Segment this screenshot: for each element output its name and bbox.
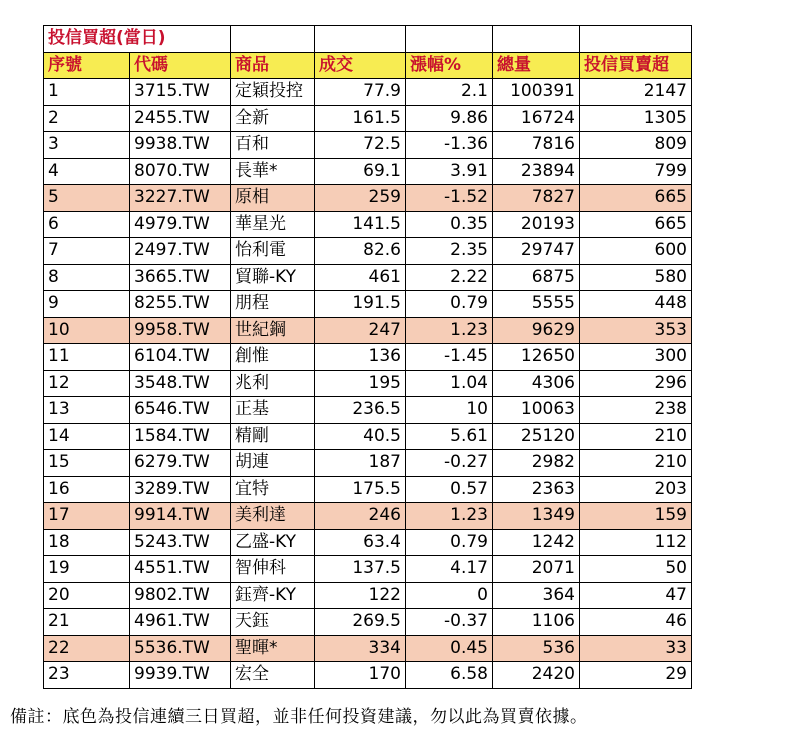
cell-net: 159 — [580, 503, 692, 530]
cell-price: 269.5 — [315, 609, 406, 636]
cell-code: 3665.TW — [130, 264, 231, 291]
cell-price: 170 — [315, 662, 406, 689]
table-row — [44, 476, 692, 503]
cell-name: 宏全 — [231, 662, 315, 689]
cell-no: 13 — [44, 397, 130, 424]
cell-change: -1.52 — [406, 185, 493, 212]
cell-volume: 5555 — [493, 291, 580, 318]
table-row — [44, 609, 692, 636]
cell-no: 16 — [44, 476, 130, 503]
cell-code: 3227.TW — [130, 185, 231, 212]
cell-no: 19 — [44, 556, 130, 583]
table-row — [44, 317, 692, 344]
cell-price: 259 — [315, 185, 406, 212]
cell-net: 29 — [580, 662, 692, 689]
header-row — [44, 52, 692, 79]
cell-change: 6.58 — [406, 662, 493, 689]
cell-name: 怡利電 — [231, 238, 315, 265]
cell-volume: 7816 — [493, 132, 580, 159]
cell-price: 161.5 — [315, 105, 406, 132]
cell-volume: 4306 — [493, 370, 580, 397]
cell-name: 宜特 — [231, 476, 315, 503]
table-row — [44, 450, 692, 477]
cell-change: 9.86 — [406, 105, 493, 132]
cell-name: 精剛 — [231, 423, 315, 450]
cell-code: 4551.TW — [130, 556, 231, 583]
cell-no: 4 — [44, 158, 130, 185]
empty-cell — [231, 26, 315, 53]
cell-no: 15 — [44, 450, 130, 477]
cell-price: 137.5 — [315, 556, 406, 583]
cell-price: 40.5 — [315, 423, 406, 450]
cell-net: 799 — [580, 158, 692, 185]
cell-change: 0.57 — [406, 476, 493, 503]
cell-net: 600 — [580, 238, 692, 265]
cell-change: -0.27 — [406, 450, 493, 477]
cell-price: 136 — [315, 344, 406, 371]
cell-volume: 2420 — [493, 662, 580, 689]
cell-name: 原相 — [231, 185, 315, 212]
cell-name: 美利達 — [231, 503, 315, 530]
cell-net: 353 — [580, 317, 692, 344]
table-caption: 投信買超(當日) — [44, 26, 231, 53]
cell-name: 天鈺 — [231, 609, 315, 636]
cell-code: 5536.TW — [130, 635, 231, 662]
cell-net: 203 — [580, 476, 692, 503]
cell-name: 兆利 — [231, 370, 315, 397]
header-net: 投信買賣超 — [580, 52, 692, 79]
cell-name: 乙盛-KY — [231, 529, 315, 556]
cell-no: 20 — [44, 582, 130, 609]
cell-no: 21 — [44, 609, 130, 636]
empty-cell — [315, 26, 406, 53]
cell-volume: 536 — [493, 635, 580, 662]
header-volume: 總量 — [493, 52, 580, 79]
cell-no: 23 — [44, 662, 130, 689]
cell-no: 2 — [44, 105, 130, 132]
cell-code: 6546.TW — [130, 397, 231, 424]
cell-code: 3715.TW — [130, 79, 231, 106]
cell-net: 809 — [580, 132, 692, 159]
cell-volume: 25120 — [493, 423, 580, 450]
table-row — [44, 344, 692, 371]
cell-price: 77.9 — [315, 79, 406, 106]
cell-volume: 29747 — [493, 238, 580, 265]
cell-no: 9 — [44, 291, 130, 318]
cell-code: 9802.TW — [130, 582, 231, 609]
table-row — [44, 185, 692, 212]
cell-name: 正基 — [231, 397, 315, 424]
cell-name: 創惟 — [231, 344, 315, 371]
cell-no: 11 — [44, 344, 130, 371]
header-change: 漲幅% — [406, 52, 493, 79]
table-row — [44, 423, 692, 450]
cell-change: 2.35 — [406, 238, 493, 265]
cell-code: 2455.TW — [130, 105, 231, 132]
empty-cell — [580, 26, 692, 53]
cell-volume: 9629 — [493, 317, 580, 344]
cell-volume: 10063 — [493, 397, 580, 424]
cell-name: 鈺齊-KY — [231, 582, 315, 609]
table-row — [44, 582, 692, 609]
table-row — [44, 105, 692, 132]
table-body — [44, 26, 692, 689]
table-row — [44, 635, 692, 662]
cell-code: 3289.TW — [130, 476, 231, 503]
cell-net: 50 — [580, 556, 692, 583]
cell-no: 8 — [44, 264, 130, 291]
cell-code: 4961.TW — [130, 609, 231, 636]
table-row — [44, 397, 692, 424]
cell-price: 69.1 — [315, 158, 406, 185]
caption-row — [44, 26, 692, 53]
cell-code: 3548.TW — [130, 370, 231, 397]
cell-no: 12 — [44, 370, 130, 397]
cell-net: 47 — [580, 582, 692, 609]
cell-no: 6 — [44, 211, 130, 238]
empty-cell — [406, 26, 493, 53]
header-code: 代碼 — [130, 52, 231, 79]
cell-change: 1.23 — [406, 503, 493, 530]
cell-name: 華星光 — [231, 211, 315, 238]
cell-net: 210 — [580, 423, 692, 450]
cell-volume: 12650 — [493, 344, 580, 371]
cell-name: 世紀鋼 — [231, 317, 315, 344]
cell-change: 1.04 — [406, 370, 493, 397]
table-row — [44, 503, 692, 530]
cell-price: 122 — [315, 582, 406, 609]
cell-volume: 20193 — [493, 211, 580, 238]
cell-no: 18 — [44, 529, 130, 556]
cell-code: 8255.TW — [130, 291, 231, 318]
table-row — [44, 662, 692, 689]
cell-price: 72.5 — [315, 132, 406, 159]
cell-no: 17 — [44, 503, 130, 530]
cell-code: 9914.TW — [130, 503, 231, 530]
table-row — [44, 79, 692, 106]
cell-change: 2.1 — [406, 79, 493, 106]
cell-change: 10 — [406, 397, 493, 424]
cell-code: 4979.TW — [130, 211, 231, 238]
cell-change: -1.45 — [406, 344, 493, 371]
cell-code: 9958.TW — [130, 317, 231, 344]
cell-net: 300 — [580, 344, 692, 371]
table-row — [44, 556, 692, 583]
cell-change: 3.91 — [406, 158, 493, 185]
cell-code: 8070.TW — [130, 158, 231, 185]
header-name: 商品 — [231, 52, 315, 79]
cell-code: 2497.TW — [130, 238, 231, 265]
cell-no: 10 — [44, 317, 130, 344]
cell-name: 聖暉* — [231, 635, 315, 662]
cell-price: 63.4 — [315, 529, 406, 556]
cell-code: 9938.TW — [130, 132, 231, 159]
cell-no: 3 — [44, 132, 130, 159]
cell-name: 定穎投控 — [231, 79, 315, 106]
cell-price: 247 — [315, 317, 406, 344]
table-row — [44, 238, 692, 265]
cell-name: 朋程 — [231, 291, 315, 318]
cell-code: 6104.TW — [130, 344, 231, 371]
cell-net: 296 — [580, 370, 692, 397]
cell-name: 全新 — [231, 105, 315, 132]
cell-change: 0 — [406, 582, 493, 609]
table-row — [44, 529, 692, 556]
cell-no: 22 — [44, 635, 130, 662]
table-row — [44, 158, 692, 185]
cell-name: 貿聯-KY — [231, 264, 315, 291]
table-row — [44, 211, 692, 238]
cell-net: 2147 — [580, 79, 692, 106]
cell-change: 2.22 — [406, 264, 493, 291]
cell-name: 胡連 — [231, 450, 315, 477]
cell-net: 448 — [580, 291, 692, 318]
header-no: 序號 — [44, 52, 130, 79]
cell-net: 46 — [580, 609, 692, 636]
cell-volume: 7827 — [493, 185, 580, 212]
cell-net: 665 — [580, 211, 692, 238]
cell-net: 112 — [580, 529, 692, 556]
cell-volume: 1242 — [493, 529, 580, 556]
cell-no: 14 — [44, 423, 130, 450]
cell-net: 210 — [580, 450, 692, 477]
cell-change: 1.23 — [406, 317, 493, 344]
institutional-buy-table — [43, 25, 692, 689]
cell-change: 4.17 — [406, 556, 493, 583]
table-row — [44, 370, 692, 397]
cell-change: 0.79 — [406, 291, 493, 318]
cell-volume: 2363 — [493, 476, 580, 503]
table-row — [44, 291, 692, 318]
cell-price: 195 — [315, 370, 406, 397]
cell-change: 0.79 — [406, 529, 493, 556]
cell-net: 1305 — [580, 105, 692, 132]
cell-price: 187 — [315, 450, 406, 477]
cell-code: 1584.TW — [130, 423, 231, 450]
cell-price: 236.5 — [315, 397, 406, 424]
cell-price: 175.5 — [315, 476, 406, 503]
cell-change: 5.61 — [406, 423, 493, 450]
cell-change: 0.35 — [406, 211, 493, 238]
cell-code: 6279.TW — [130, 450, 231, 477]
cell-price: 82.6 — [315, 238, 406, 265]
cell-price: 191.5 — [315, 291, 406, 318]
cell-code: 9939.TW — [130, 662, 231, 689]
cell-volume: 364 — [493, 582, 580, 609]
cell-no: 5 — [44, 185, 130, 212]
cell-volume: 1349 — [493, 503, 580, 530]
cell-price: 334 — [315, 635, 406, 662]
cell-volume: 16724 — [493, 105, 580, 132]
cell-name: 百和 — [231, 132, 315, 159]
cell-net: 238 — [580, 397, 692, 424]
cell-price: 246 — [315, 503, 406, 530]
cell-net: 33 — [580, 635, 692, 662]
cell-change: -0.37 — [406, 609, 493, 636]
cell-volume: 2071 — [493, 556, 580, 583]
cell-name: 長華* — [231, 158, 315, 185]
cell-name: 智伸科 — [231, 556, 315, 583]
cell-net: 665 — [580, 185, 692, 212]
cell-volume: 23894 — [493, 158, 580, 185]
cell-volume: 6875 — [493, 264, 580, 291]
cell-no: 1 — [44, 79, 130, 106]
cell-price: 141.5 — [315, 211, 406, 238]
header-price: 成交 — [315, 52, 406, 79]
cell-volume: 100391 — [493, 79, 580, 106]
cell-code: 5243.TW — [130, 529, 231, 556]
cell-change: 0.45 — [406, 635, 493, 662]
cell-volume: 1106 — [493, 609, 580, 636]
cell-net: 580 — [580, 264, 692, 291]
cell-no: 7 — [44, 238, 130, 265]
empty-cell — [493, 26, 580, 53]
disclaimer-note: 備註：底色為投信連續三日買超，並非任何投資建議，勿以此為買賣依據。 — [10, 707, 588, 727]
cell-change: -1.36 — [406, 132, 493, 159]
cell-price: 461 — [315, 264, 406, 291]
table-row — [44, 264, 692, 291]
table-row — [44, 132, 692, 159]
cell-volume: 2982 — [493, 450, 580, 477]
